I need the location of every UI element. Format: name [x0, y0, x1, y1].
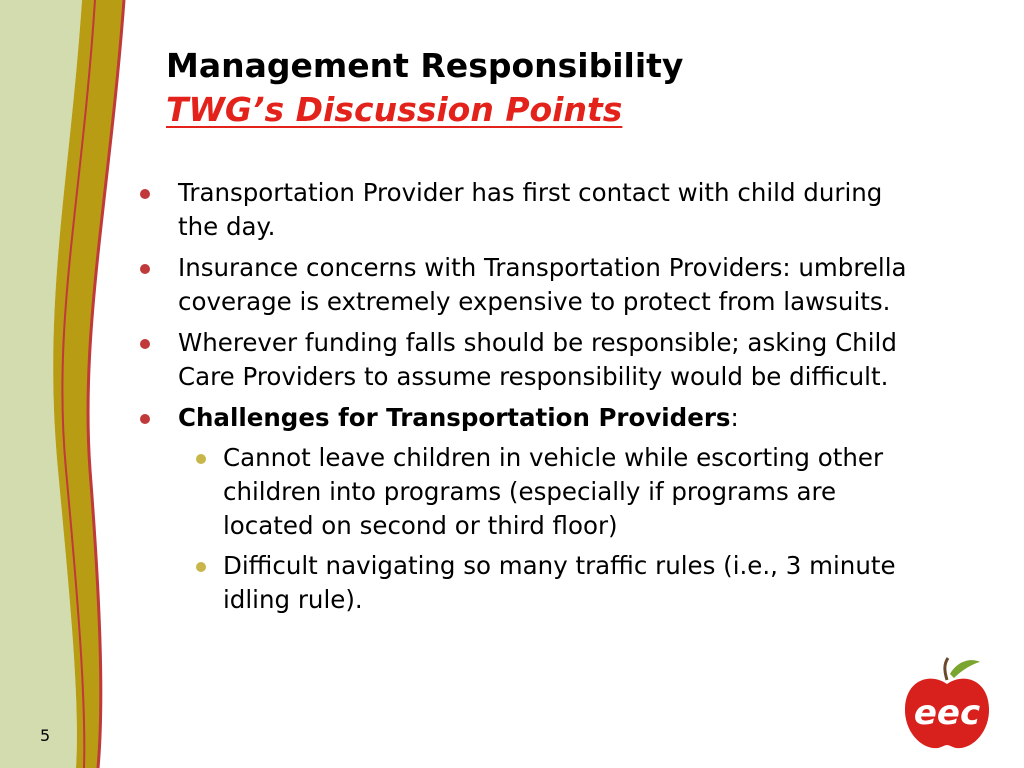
bullet-dot-icon [140, 339, 150, 349]
sub-bullet-text: Cannot leave children in vehicle while escorting other children into programs (especially if programs are located on second or third floor) [223, 443, 884, 540]
sub-bullet-item [178, 549, 927, 617]
bullet-dot-icon [140, 264, 150, 274]
sub-bullet-dot-icon [196, 454, 206, 464]
bullet-item [137, 326, 927, 394]
decorative-side-band [0, 0, 140, 768]
bullet-item [137, 401, 927, 617]
sub-bullet-list [178, 441, 927, 617]
bullet-text: Insurance concerns with Transportation Providers: umbrella coverage is extremely expensive to protect from lawsuits. [178, 253, 907, 316]
bullet-text: Transportation Provider has first contact with child during the day. [178, 178, 883, 241]
bullet-list [137, 176, 927, 624]
bullet-heading-suffix: : [730, 403, 739, 432]
eec-apple-logo [900, 652, 995, 752]
bullet-dot-icon [140, 414, 150, 424]
page-number: 5 [40, 726, 51, 745]
bullet-dot-icon [140, 189, 150, 199]
sub-bullet-dot-icon [196, 562, 206, 572]
bullet-text: Wherever funding falls should be responsible; asking Child Care Providers to assume responsibility would be difficult. [178, 328, 897, 391]
bullet-item [137, 176, 927, 244]
sub-bullet-text: Difficult navigating so many traffic rules (i.e., 3 minute idling rule). [223, 551, 896, 614]
sub-bullet-item [178, 441, 927, 543]
title-main: Management Responsibility [166, 46, 684, 85]
title-subtitle: TWG’s Discussion Points [166, 90, 623, 129]
bullet-heading: Challenges for Transportation Providers [178, 403, 731, 432]
bullet-item [137, 251, 927, 319]
logo-text: eec [913, 693, 981, 733]
slide-title [166, 44, 986, 132]
